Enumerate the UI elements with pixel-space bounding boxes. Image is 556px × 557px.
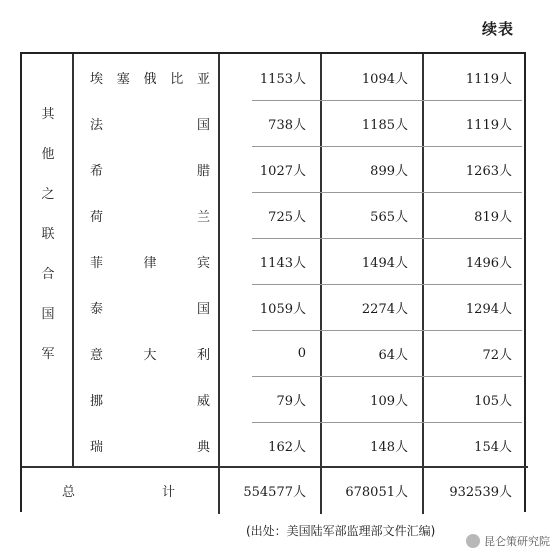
row-divider [252, 192, 522, 193]
value-cell-c3: 1119人 [465, 71, 512, 87]
value-cell-c1: 1153人 [259, 71, 306, 87]
country-char: 比 [170, 71, 184, 87]
value-cell-c3: 1119人 [465, 117, 512, 133]
country-char: 法 [90, 117, 104, 133]
country-cell [90, 241, 210, 281]
value-cell-c3: 72人 [482, 347, 512, 363]
value-cell-c2: 1494人 [361, 255, 408, 271]
country-char: 国 [196, 117, 210, 133]
value-cell-c3: 154人 [474, 439, 512, 455]
country-cell [90, 57, 210, 97]
country-char: 利 [196, 347, 210, 363]
country-cell [90, 425, 210, 465]
country-char: 宾 [196, 255, 210, 271]
country-char: 典 [196, 439, 210, 455]
value-cell-c1: 1059人 [259, 301, 306, 317]
country-char: 律 [143, 255, 157, 271]
value-cell-c1: 0 [297, 345, 306, 361]
source-note: (出处：美国陆军部监理部文件汇编) [246, 524, 436, 538]
watermark [466, 533, 550, 549]
group-label-char: 其 [41, 107, 55, 122]
country-cell [90, 195, 210, 235]
value-cell-c2: 64人 [378, 347, 408, 363]
total-c3: 932539人 [449, 484, 512, 500]
vline-group [72, 54, 74, 466]
value-cell-c3: 819人 [474, 209, 512, 225]
value-cell-c1: 1143人 [259, 255, 306, 271]
country-char: 希 [90, 163, 104, 179]
row-divider [252, 422, 522, 423]
country-char: 威 [196, 393, 210, 409]
row-divider [252, 100, 522, 101]
group-label-char: 他 [41, 147, 55, 162]
total-c2: 678051人 [345, 484, 408, 500]
country-char: 腊 [196, 163, 210, 179]
value-cell-c2: 1094人 [361, 71, 408, 87]
value-cell-c2: 899人 [370, 163, 408, 179]
country-char: 挪 [90, 393, 104, 409]
country-cell [90, 103, 210, 143]
country-cell [90, 333, 210, 373]
total-separator [22, 466, 528, 468]
value-cell-c2: 1185人 [361, 117, 408, 133]
total-label-a: 总 [62, 484, 76, 500]
country-cell [90, 149, 210, 189]
total-c1: 554577人 [243, 484, 306, 500]
value-cell-c2: 2274人 [361, 301, 408, 317]
country-cell [90, 287, 210, 327]
country-char: 亚 [196, 71, 210, 87]
value-cell-c3: 1294人 [465, 301, 512, 317]
country-char: 菲 [90, 255, 104, 271]
country-char: 俄 [143, 71, 157, 87]
value-cell-c2: 565人 [370, 209, 408, 225]
row-divider [252, 146, 522, 147]
group-label-char: 联 [41, 227, 55, 242]
value-cell-c3: 105人 [474, 393, 512, 409]
country-cell [90, 379, 210, 419]
country-char: 瑞 [90, 439, 104, 455]
value-cell-c3: 1263人 [465, 163, 512, 179]
value-cell-c1: 1027人 [259, 163, 306, 179]
country-char: 大 [143, 347, 157, 363]
country-char: 国 [196, 301, 210, 317]
country-char: 埃 [90, 71, 104, 87]
group-label-char: 国 [41, 307, 55, 322]
row-divider [252, 376, 522, 377]
row-divider [252, 330, 522, 331]
group-label-char: 之 [41, 187, 55, 202]
total-label-b: 计 [162, 484, 176, 500]
country-char: 塞 [116, 71, 130, 87]
country-char: 意 [90, 347, 104, 363]
value-cell-c1: 738人 [268, 117, 306, 133]
value-cell-c1: 79人 [276, 393, 306, 409]
wechat-logo-icon [466, 534, 480, 548]
country-char: 兰 [196, 209, 210, 225]
row-divider [252, 238, 522, 239]
value-cell-c2: 109人 [370, 393, 408, 409]
group-label-vertical [28, 108, 68, 388]
value-cell-c2: 148人 [370, 439, 408, 455]
value-cell-c1: 725人 [268, 209, 306, 225]
country-char: 泰 [90, 301, 104, 317]
country-char: 荷 [90, 209, 104, 225]
value-cell-c3: 1496人 [465, 255, 512, 271]
watermark-text: 昆仑策研究院 [484, 535, 550, 548]
continued-label: 续表 [481, 20, 514, 38]
row-divider [252, 284, 522, 285]
group-label-char: 合 [41, 267, 55, 282]
value-cell-c1: 162人 [268, 439, 306, 455]
group-label-char: 军 [41, 347, 55, 362]
data-table [20, 52, 526, 512]
